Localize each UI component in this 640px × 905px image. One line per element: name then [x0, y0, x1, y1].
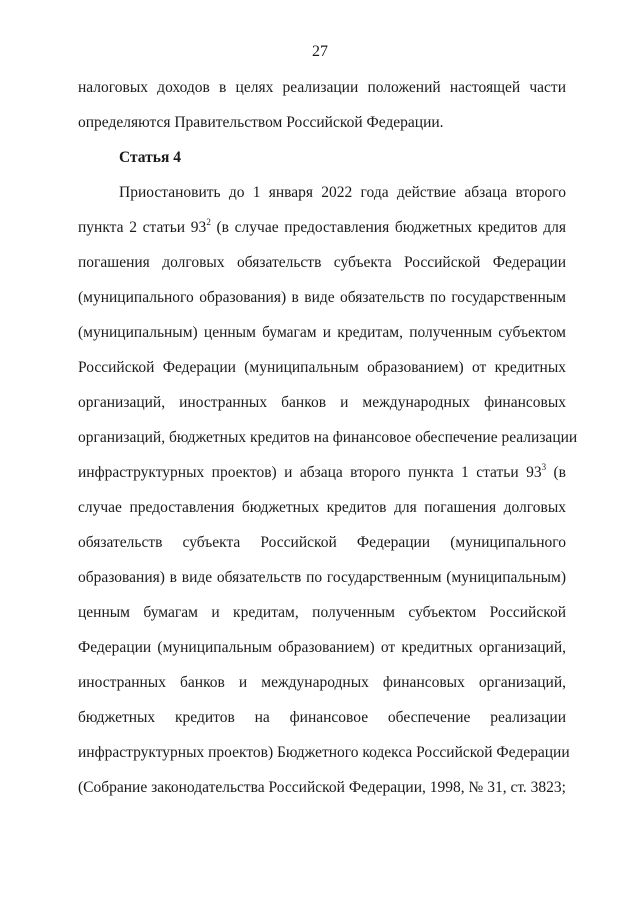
article-line-11: обязательств субъекта Российской Федерации (муниципального [78, 534, 566, 551]
article-line-6: Российской Федерации (муниципальным образованием) от кредитных [78, 359, 566, 376]
article-line-3: погашения долговых обязательств субъекта Российской Федерации [78, 254, 566, 271]
article-line-8: организаций, бюджетных кредитов на финансовое обеспечение реализации [78, 429, 578, 446]
article-line-9 [78, 463, 566, 483]
article-line-4: (муниципального образования) в виде обязательств по государственным [78, 289, 566, 306]
continuation-line-1: налоговых доходов в целях реализации положений настоящей части [78, 79, 566, 96]
article-line-2-text-after: (в случае предоставления бюджетных кредитов для [210, 219, 566, 236]
article-line-9-text: инфраструктурных проектов) и абзаца второго пункта 1 статьи 93 [78, 464, 542, 481]
footnote-superscript-3: 3 [541, 461, 547, 472]
article-line-18: (Собрание законодательства Российской Федерации, 1998, № 31, ст. 3823; [78, 779, 566, 796]
article-line-17: инфраструктурных проектов) Бюджетного кодекса Российской Федерации [78, 744, 570, 761]
article-line-7: организаций, иностранных банков и международных финансовых [78, 394, 566, 411]
article-line-12: образования) в виде обязательств по государственным (муниципальным) [78, 569, 566, 586]
article-line-13: ценным бумагам и кредитам, полученным субъектом Российской [78, 604, 566, 621]
article-line-9-text-after: (в [546, 464, 566, 481]
article-line-2 [78, 218, 566, 238]
article-line-5: (муниципальным) ценным бумагам и кредитам, полученным субъектом [78, 324, 566, 341]
article-line-2-text: пункта 2 статьи 93 [78, 219, 207, 236]
article-line-16: бюджетных кредитов на финансовое обеспечение реализации [78, 709, 566, 726]
article-line-14: Федерации (муниципальным образованием) от кредитных организаций, [78, 639, 566, 656]
footnote-superscript-2: 2 [206, 216, 211, 227]
article-line-1: Приостановить до 1 января 2022 года действие абзаца второго [119, 184, 566, 201]
article-line-10: случае предоставления бюджетных кредитов для погашения долговых [78, 499, 566, 516]
article-line-15: иностранных банков и международных финансовых организаций, [78, 674, 566, 691]
page-number: 27 [312, 43, 328, 60]
article-heading: Статья 4 [119, 149, 181, 166]
continuation-line-2: определяются Правительством Российской Федерации. [78, 114, 444, 131]
